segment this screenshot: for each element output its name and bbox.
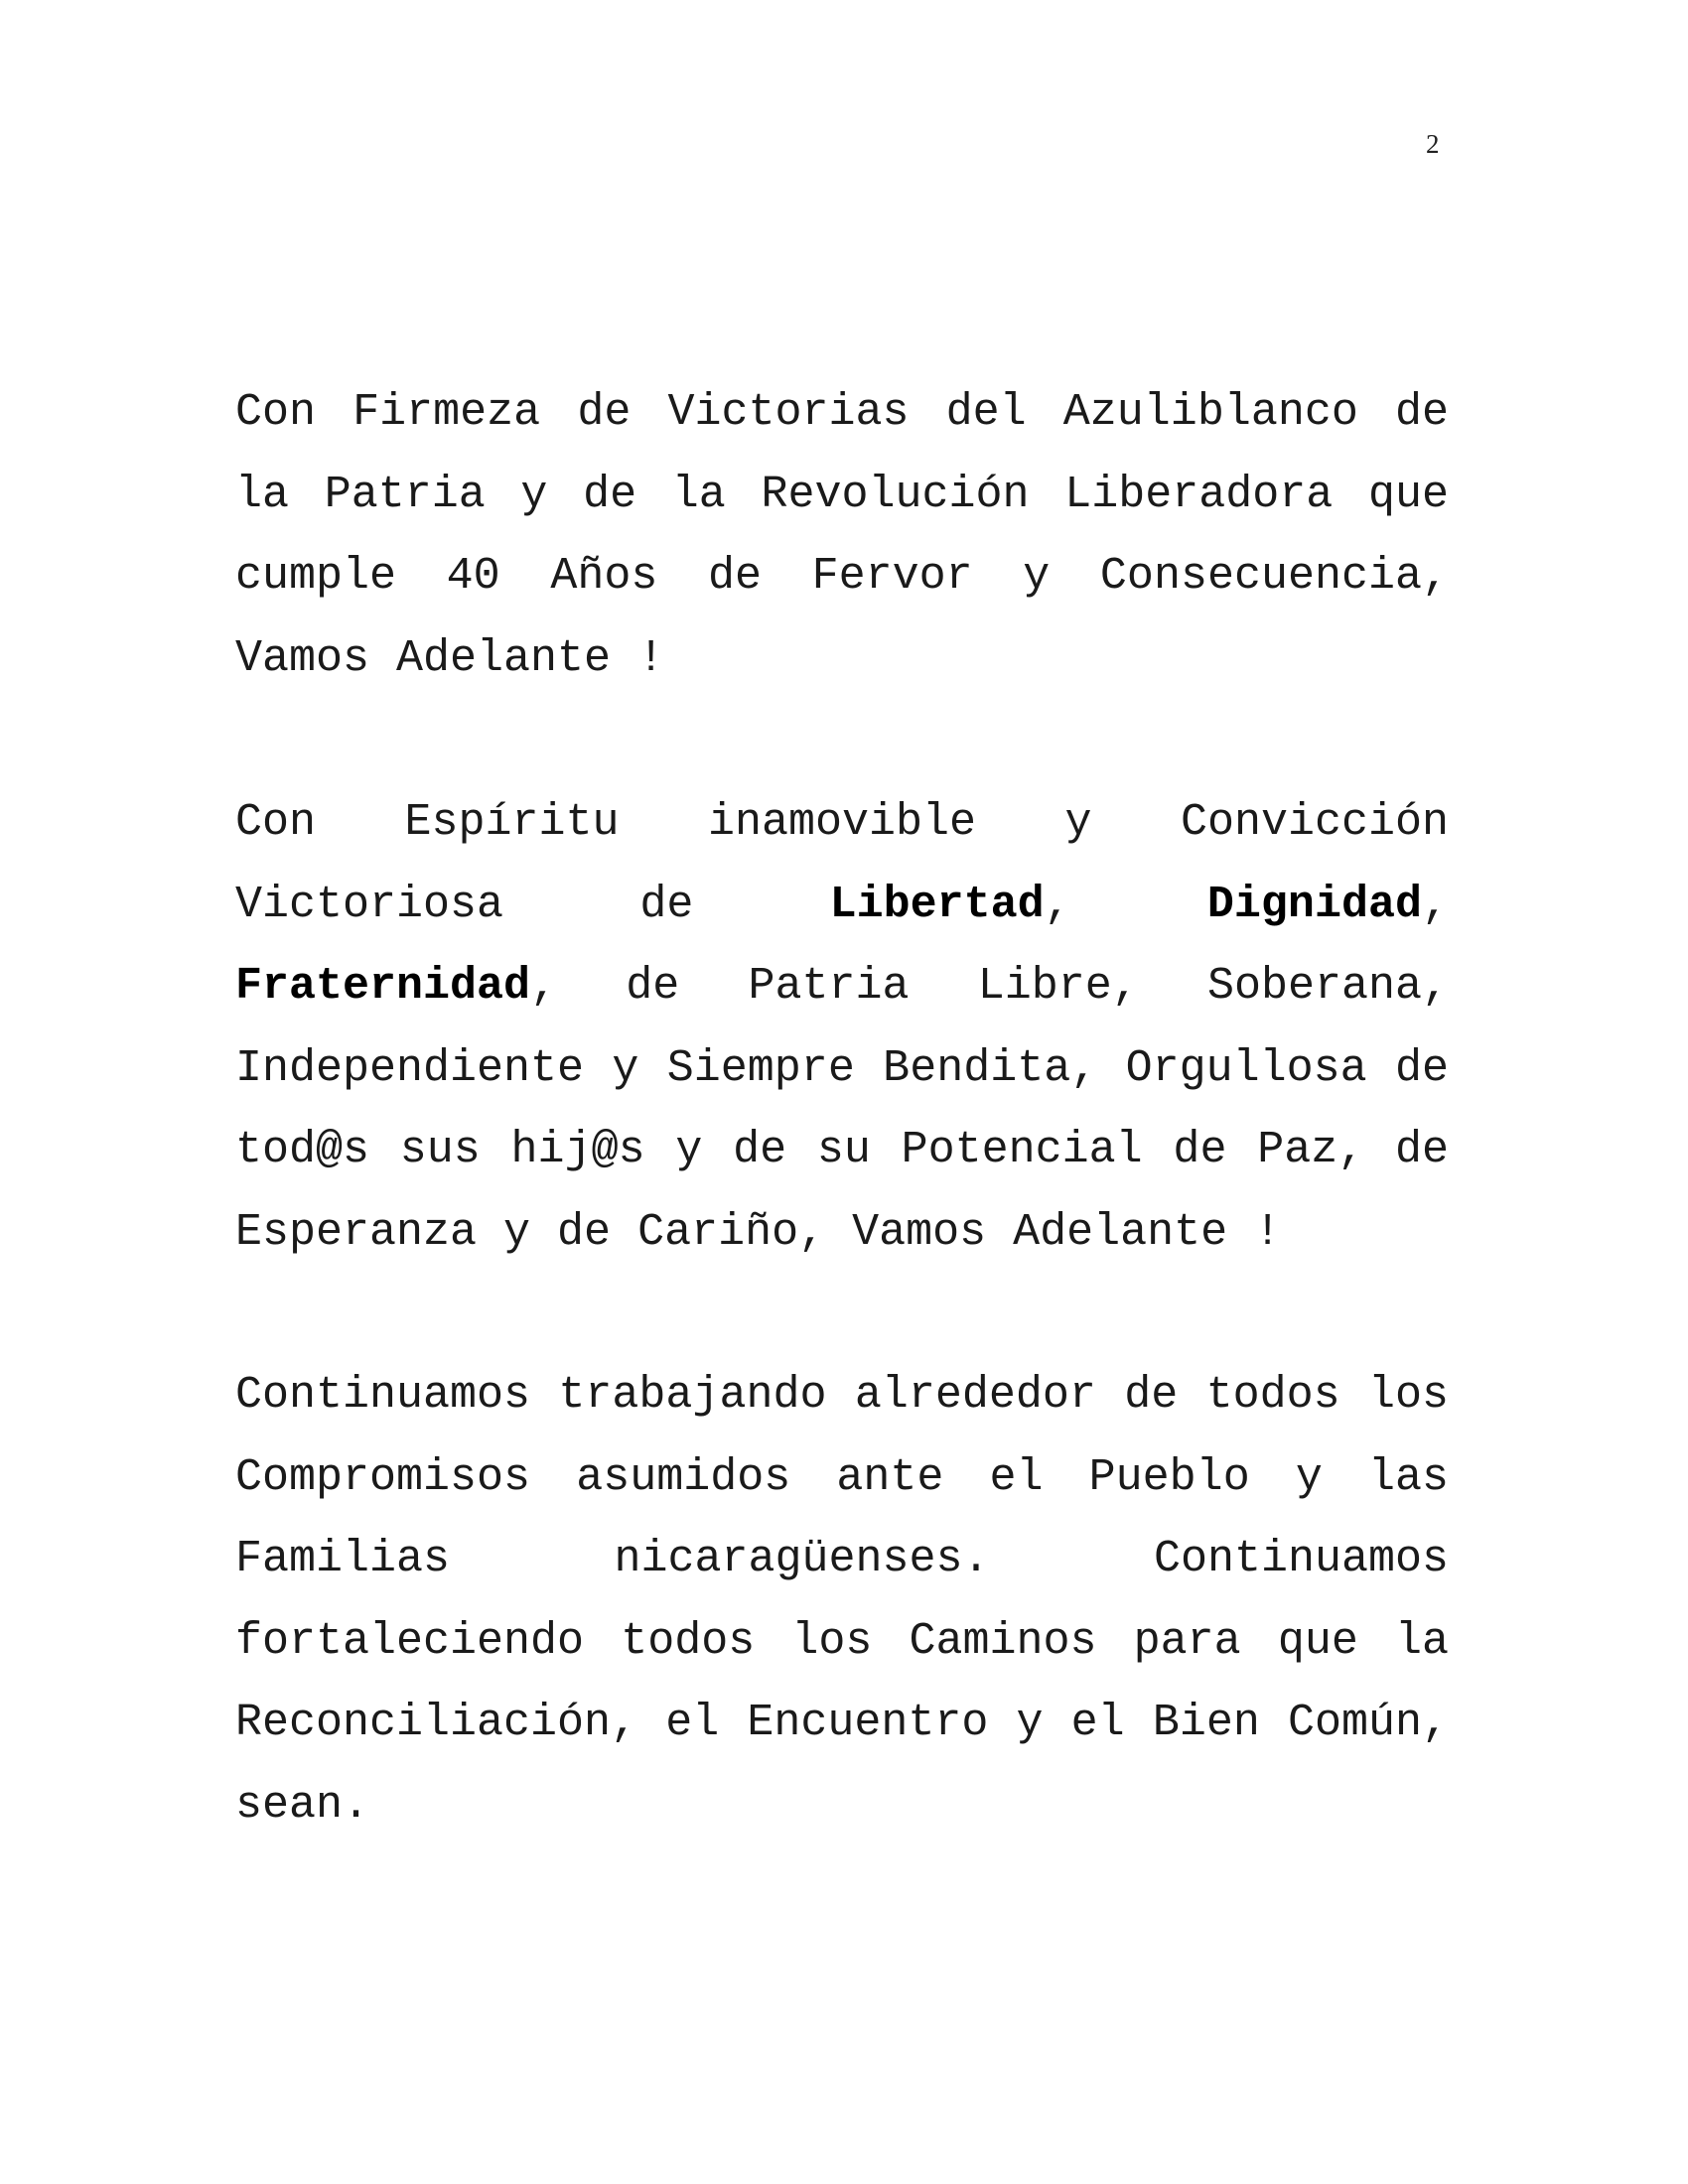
paragraph-2-rest: , de Patria Libre, Soberana, Independiente y Siempre Bendita, Orgullosa de tod@s sus hij@s y de su Potencial de Paz, de Esperanza y de Cariño, Vamos Adelante ! bbox=[235, 961, 1449, 1258]
page-number: 2 bbox=[1426, 129, 1440, 159]
bold-libertad: Libertad bbox=[829, 879, 1045, 930]
paragraph-1: Con Firmeza de Victorias del Azuliblanco de la Patria y de la Revolución Liberadora que cumple 40 Años de Fervor y Consecuencia, Vamos Adelante ! bbox=[235, 387, 1449, 684]
bold-fraternidad: Fraternidad bbox=[235, 961, 531, 1012]
paragraph-2: Con Espíritu inamovible y Convicción Victoriosa de Libertad, Dignidad, Fraternidad, de Patria Libre, Soberana, Independiente y Siempre Bendita, Orgullosa de tod@s sus hij@s y de su Potencial de Paz, de Esperanza y de Cariño, Vamos Adelante ! bbox=[235, 797, 1449, 1258]
paragraph-2-line-1: Con Espíritu inamovible y Convicción Victoriosa bbox=[235, 797, 1449, 930]
paragraph-3: Continuamos trabajando alrededor de todos los Compromisos asumidos ante el Pueblo y las Familias nicaragüenses. Continuamos fortaleciendo todos los Caminos para que la Reconciliación, el Encuentro y el Bien Común, sean. bbox=[235, 1370, 1449, 1831]
bold-dignidad: Dignidad bbox=[1206, 879, 1422, 930]
paragraph-2-lead: de bbox=[639, 879, 694, 930]
